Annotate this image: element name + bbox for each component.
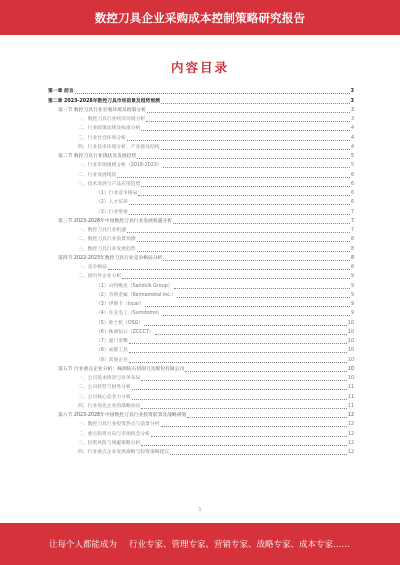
toc-entry-text: （7）厦门金鹭 (96, 339, 128, 344)
toc-entry-page: 10 (347, 348, 354, 354)
toc-entry[interactable] (48, 336, 354, 345)
toc-entry[interactable] (48, 419, 354, 428)
toc-entry-page: 7 (350, 209, 354, 215)
toc-entry[interactable] (48, 345, 354, 354)
toc-entry-page: 8 (350, 237, 354, 243)
toc-leader-dots (132, 399, 347, 400)
toc-leader-dots (137, 251, 350, 252)
toc-entry[interactable] (48, 447, 354, 456)
toc-entry[interactable] (48, 188, 354, 197)
toc-leader-dots (147, 112, 350, 113)
toc-entry-text: 第二章 2023-2028年数控刀具市场前景及趋势预测 (48, 98, 160, 104)
toc-entry-text: 二、国内外企业分析 (78, 274, 122, 280)
toc-leader-dots (155, 334, 347, 335)
toc-entry-page: 6 (350, 200, 354, 206)
toc-entry[interactable] (48, 86, 354, 95)
toc-leader-dots (161, 149, 350, 150)
toc-entry-page: 3 (350, 98, 354, 104)
toc-leader-dots (108, 269, 350, 270)
toc-entry[interactable] (48, 169, 354, 178)
toc-entry-text: 三、公司核心竞争力分析 (78, 394, 131, 400)
toc-entry[interactable] (48, 234, 354, 243)
toc-entry-text: （1）山特维克（Sandvik Group） (96, 283, 173, 289)
toc-entry-page: 7 (350, 228, 354, 233)
toc-entry[interactable] (48, 225, 354, 234)
toc-entry-page: 9 (350, 283, 354, 289)
toc-leader-dots (173, 223, 350, 224)
toc-leader-dots (117, 177, 350, 178)
toc-entry[interactable] (48, 317, 354, 326)
toc-entry-text: （3）伊斯卡（Iscar） (96, 302, 145, 307)
toc-entry-text: 三、行业社会环境分析 (78, 135, 126, 141)
footer-banner (0, 523, 400, 565)
toc-entry-page: 6 (350, 191, 354, 196)
toc-entry-text: 第一章 前言 (48, 89, 74, 95)
toc-entry-text: 二、公司经营与财务分析 (78, 385, 131, 391)
toc-entry-page: 8 (350, 265, 354, 270)
toc-entry[interactable] (48, 216, 354, 225)
toc-entry-page: 12 (347, 422, 354, 428)
toc-leader-dots (141, 408, 347, 409)
toc-entry-text: （9）其他企业 (96, 357, 128, 363)
toc-leader-dots (174, 288, 350, 289)
report-title: 数控刀具企业采购成本控制策略研究报告 (94, 10, 306, 25)
toc-entry-page: 11 (347, 394, 354, 400)
toc-entry[interactable] (48, 160, 354, 169)
toc-entry-text: （2）人才培养 (96, 200, 128, 206)
toc-entry-text: （5）欧士机（OSG） (96, 320, 144, 326)
toc-entry-text: 二、行业发展现状 (78, 172, 117, 178)
toc-leader-dots (161, 426, 347, 427)
toc-entry-text: （8）成都工具 (96, 348, 128, 354)
toc-entry-text: （3）行业壁垒 (96, 209, 128, 215)
toc-entry-text: 第二节 数控刀具行业现状及发展趋势 (58, 154, 137, 159)
toc-leader-dots (129, 352, 347, 353)
toc-leader-dots (187, 417, 346, 418)
toc-entry-page: 6 (350, 181, 354, 187)
toc-entry-page: 10 (347, 329, 354, 335)
toc-entry-page: 5 (350, 163, 354, 169)
toc-entry[interactable] (48, 299, 354, 308)
toc-entry-page: 4 (350, 144, 354, 150)
toc-entry-page: 10 (347, 339, 354, 344)
toc-entry-text: 一、数控刀具行业经济环境分析 (78, 117, 146, 122)
toc-leader-dots (141, 380, 347, 381)
toc-entry-text: 第一节 数控刀具行业宏观环境及政策分析 (58, 107, 146, 113)
toc-entry-page: 11 (347, 385, 354, 391)
toc-leader-dots (127, 232, 350, 233)
toc-leader-dots (163, 315, 350, 316)
toc-entry-page: 7 (350, 218, 354, 224)
toc-entry-text: 四、行业领先企业的战略动向 (78, 403, 141, 409)
toc-entry-page: 12 (347, 450, 354, 455)
toc-entry-text: （6）株洲钻石（ZCCCT） (96, 329, 154, 335)
toc-title: 内容目录 (170, 60, 229, 75)
toc-entry-text: 二、重点投资方向与市场机会分析 (78, 431, 150, 437)
toc-entry-text: 第三节 2023-2028年中国数控刀具行业发展机遇分析 (58, 218, 173, 224)
toc-entry[interactable] (48, 179, 354, 188)
toc-leader-dots (163, 167, 350, 168)
toc-leader-dots (163, 260, 350, 261)
toc-leader-dots (129, 204, 350, 205)
toc-leader-dots (141, 130, 350, 131)
toc-entry-text: 第四节 2022-2023年数控刀具行业竞争格局分析 (58, 255, 163, 261)
toc-entry[interactable] (48, 132, 354, 141)
toc-leader-dots (141, 186, 350, 187)
toc-entry[interactable] (48, 123, 354, 132)
toc-entry-text: 第五节 行业重点企业分析：株洲钻石切削刀具股份有限公司 (58, 366, 185, 372)
toc-entry[interactable] (48, 354, 354, 363)
toc-entry[interactable] (48, 271, 354, 280)
toc-entry-text: 二、行业政策法规及标准分析 (78, 126, 141, 132)
toc-entry-text: 一、竞争格局 (78, 265, 107, 270)
toc-entry-text: 四、行业技术环境分析、产业链及结构 (78, 144, 160, 150)
toc-entry[interactable] (48, 308, 354, 317)
toc-entry-page: 10 (347, 320, 354, 326)
toc-entry-page: 3 (350, 89, 354, 95)
report-header (0, 0, 400, 35)
toc-entry-page: 10 (347, 376, 354, 381)
toc-entry-page: 10 (347, 357, 354, 363)
toc-entry-text: 三、投资风险与规避策略分析 (78, 440, 141, 446)
toc-entry[interactable] (48, 428, 354, 437)
toc-entry-page: 12 (347, 440, 354, 446)
toc-entry[interactable] (48, 95, 354, 104)
toc-leader-dots (129, 214, 350, 215)
toc-entry-text: 二、数控刀具行业前景预测 (78, 237, 136, 243)
toc-entry-page: 8 (350, 246, 354, 252)
toc-entry-text: 三、技术发展与产品应用趋势 (78, 181, 141, 187)
toc-entry-text: 一、行业市场规模分析（2018-2023） (78, 163, 162, 169)
toc-entry[interactable] (48, 253, 354, 262)
toc-leader-dots (122, 278, 350, 279)
toc-entry-text: 一、数控刀具行业机遇 (78, 228, 126, 233)
toc-leader-dots (137, 241, 350, 242)
toc-entry-page: 10 (347, 366, 354, 372)
footer-tail: 行业专家、管理专家、营销专家、战略专家、成本专家…… (129, 540, 351, 550)
toc-leader-dots (146, 121, 350, 122)
toc-entry[interactable] (48, 105, 354, 114)
toc-entry-text: （1）行业竞争格局 (96, 191, 138, 196)
toc-entry[interactable] (48, 142, 354, 151)
footer-lead: 让每个人都能成为 (49, 540, 118, 550)
toc-entry[interactable] (48, 197, 354, 206)
toc-entry[interactable] (48, 391, 354, 400)
toc-entry-page: 4 (350, 135, 354, 141)
toc-leader-dots (151, 436, 347, 437)
toc-entry[interactable] (48, 280, 354, 289)
toc-entry[interactable] (48, 373, 354, 382)
toc-entry-page: 12 (347, 431, 354, 437)
toc-entry[interactable] (48, 327, 354, 336)
toc-entry-page: 3 (350, 117, 354, 122)
toc-entry-page: 12 (347, 413, 354, 418)
toc-entry-page: 4 (350, 126, 354, 132)
toc-entry-text: 三、数控刀具行业发展趋势 (78, 246, 136, 252)
toc-entry-page: 9 (350, 292, 354, 298)
toc-entry-page: 3 (350, 107, 354, 113)
toc-leader-dots (127, 140, 350, 141)
toc-leader-dots (138, 195, 350, 196)
toc-leader-dots (129, 343, 347, 344)
toc-entry[interactable] (48, 114, 354, 123)
toc-entry[interactable] (48, 262, 354, 271)
toc-leader-dots (141, 445, 347, 446)
toc-entry[interactable] (48, 410, 354, 419)
toc-entry[interactable] (48, 364, 354, 373)
toc-leader-dots (185, 371, 347, 372)
toc-entry-page: 8 (350, 255, 354, 261)
toc-leader-dots (170, 454, 347, 455)
toc-entry[interactable] (48, 401, 354, 410)
toc-entry-text: 四、行业重点企业发展战略与投资策略建议 (78, 450, 170, 455)
toc-entry-page: 11 (347, 403, 354, 409)
toc-entry-text: 一、数控刀具行业投资热点与前景分析 (78, 422, 160, 428)
table-of-contents (48, 86, 354, 456)
toc-leader-dots (129, 362, 347, 363)
toc-leader-dots (161, 103, 350, 104)
toc-entry[interactable] (48, 290, 354, 299)
toc-entry-text: 一、公司基本情况与业务布局 (78, 376, 141, 381)
toc-entry-text: （4）住友电工（Sumitomo） (96, 311, 162, 317)
toc-entry-page: 9 (350, 274, 354, 280)
toc-entry-page: 9 (350, 302, 354, 307)
toc-entry[interactable] (48, 438, 354, 447)
page-number: 1 (198, 507, 202, 513)
toc-entry[interactable] (48, 243, 354, 252)
toc-leader-dots (145, 306, 350, 307)
toc-entry-page: 6 (350, 172, 354, 178)
toc-entry-text: （2）肯纳金属（Kennametal Inc.） (96, 292, 177, 298)
toc-entry-text: 第六节 2023-2028年中国数控刀具行业投资前景及战略规划 (58, 413, 187, 418)
toc-leader-dots (177, 297, 350, 298)
toc-leader-dots (75, 93, 350, 94)
toc-leader-dots (132, 389, 347, 390)
toc-entry-page: 9 (350, 311, 354, 317)
toc-leader-dots (137, 158, 350, 159)
toc-entry[interactable] (48, 382, 354, 391)
toc-entry[interactable] (48, 206, 354, 215)
toc-leader-dots (144, 325, 347, 326)
toc-entry-page: 5 (350, 154, 354, 159)
toc-entry[interactable] (48, 151, 354, 160)
